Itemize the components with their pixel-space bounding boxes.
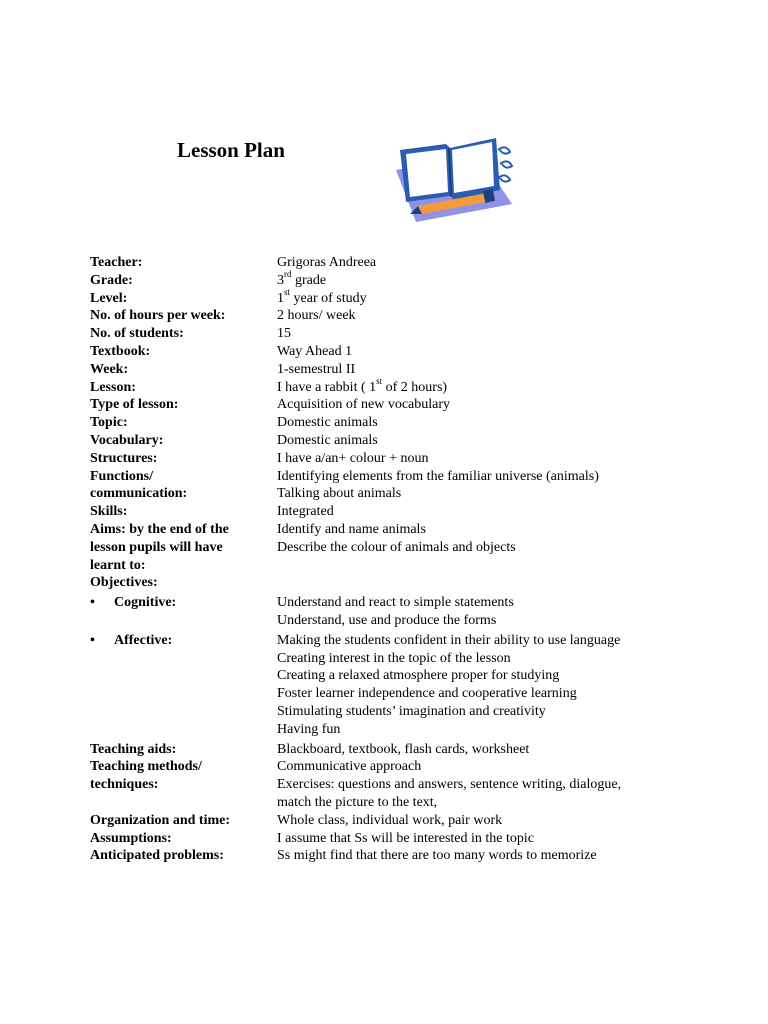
table-row xyxy=(90,269,690,290)
row-label: Grade: xyxy=(90,272,133,288)
table-row xyxy=(90,375,690,397)
row-value-line: Integrated xyxy=(277,504,334,520)
row-value-line: Grigoras Andreea xyxy=(277,255,377,270)
table-row xyxy=(90,396,690,414)
row-value xyxy=(277,574,690,592)
row-label: Teaching methods/ techniques: xyxy=(90,759,202,793)
row-value-line: Domestic animals xyxy=(277,415,378,431)
row-value-line: Identifying elements from the familiar universe (animals) xyxy=(277,468,599,484)
row-value xyxy=(277,307,690,325)
row-value xyxy=(277,286,690,308)
row-value-line: Identify and name animals xyxy=(277,521,426,537)
row-value-line: 15 xyxy=(277,326,291,342)
row-value xyxy=(277,758,690,811)
table-row xyxy=(90,468,690,504)
row-value-line: Foster learner independence and cooperative learning xyxy=(277,686,577,702)
table-row xyxy=(90,632,690,739)
row-value-line: Understand and react to simple statements xyxy=(277,595,514,611)
row-label-text: Affective: xyxy=(114,632,173,648)
row-value-line: Domestic animals xyxy=(277,432,378,448)
row-value xyxy=(277,521,690,574)
row-value-line: I have a rabbit ( 1st of 2 hours) xyxy=(277,375,448,395)
table-row xyxy=(90,594,690,630)
row-label: Level: xyxy=(90,290,128,306)
table-row xyxy=(90,361,690,379)
table-row xyxy=(90,450,690,468)
table-row xyxy=(90,254,690,272)
table-row xyxy=(90,325,690,343)
row-value xyxy=(277,432,690,450)
table-row xyxy=(90,414,690,432)
row-value-line: Communicative approach xyxy=(277,759,422,775)
row-value-line: Exercises: questions and answers, sentence writing, dialogue, xyxy=(277,777,622,793)
lesson-details-table xyxy=(90,254,690,865)
open-book-with-pen-icon xyxy=(388,130,518,226)
table-row xyxy=(90,286,690,308)
row-value xyxy=(277,812,690,830)
row-value-line: Having fun xyxy=(277,721,341,737)
row-value xyxy=(277,594,690,630)
row-value xyxy=(277,632,690,739)
table-row xyxy=(90,503,690,521)
row-label: Skills: xyxy=(90,504,128,520)
row-value xyxy=(277,269,690,290)
row-value xyxy=(277,847,690,865)
row-value-line: Describe the colour of animals and objects xyxy=(277,539,516,555)
table-row xyxy=(90,307,690,325)
row-value-line: I assume that Ss will be interested in the topic xyxy=(277,830,535,846)
page-title: Lesson Plan xyxy=(177,138,285,162)
table-row xyxy=(90,830,690,848)
row-value-line: Creating interest in the topic of the lesson xyxy=(277,650,511,666)
table-row xyxy=(90,521,690,574)
row-label: Anticipated problems: xyxy=(90,848,224,864)
row-value-line xyxy=(277,574,690,592)
row-value-line: match the picture to the text, xyxy=(277,794,438,810)
row-label-text: Cognitive: xyxy=(114,595,177,611)
row-value-line: 1-semestrul II xyxy=(277,361,356,377)
row-label: Assumptions: xyxy=(90,830,172,846)
table-row xyxy=(90,432,690,450)
row-value-line: Making the students confident in their ability to use language xyxy=(277,632,621,648)
row-value-line: Acquisition of new vocabulary xyxy=(277,397,451,413)
row-label: Lesson: xyxy=(90,379,136,395)
row-label: Vocabulary: xyxy=(90,432,164,448)
table-row xyxy=(90,574,690,592)
row-value xyxy=(277,414,690,432)
row-label: Teaching aids: xyxy=(90,741,177,757)
row-label: Week: xyxy=(90,361,129,377)
table-row xyxy=(90,758,690,811)
row-value-line: 2 hours/ week xyxy=(277,308,356,324)
row-value xyxy=(277,361,690,379)
row-label xyxy=(90,594,270,612)
row-label: Topic: xyxy=(90,415,128,431)
row-value-line: Understand, use and produce the forms xyxy=(277,612,497,628)
row-label: Type of lesson: xyxy=(90,397,179,413)
table-row xyxy=(90,741,690,759)
row-value xyxy=(277,343,690,361)
row-label: Teacher: xyxy=(90,255,143,270)
row-label: Aims: by the end of the lesson pupils will have learnt to: xyxy=(90,521,229,573)
row-value xyxy=(277,503,690,521)
row-value xyxy=(277,375,690,397)
row-value-line: Ss might find that there are too many words to memorize xyxy=(277,848,597,864)
row-value-line: 3rd grade xyxy=(277,269,327,288)
row-value-line: Blackboard, textbook, flash cards, worksheet xyxy=(277,741,530,757)
row-value xyxy=(277,396,690,414)
row-label xyxy=(90,632,270,650)
table-row xyxy=(90,812,690,830)
bullet-icon: • xyxy=(90,595,95,611)
row-label: Objectives: xyxy=(90,575,158,591)
row-value xyxy=(277,741,690,759)
row-label: Organization and time: xyxy=(90,812,230,828)
row-value-line: Way Ahead 1 xyxy=(277,343,353,359)
table-row xyxy=(90,343,690,361)
row-value xyxy=(277,450,690,468)
row-value-line: Whole class, individual work, pair work xyxy=(277,812,503,828)
row-value xyxy=(277,468,690,504)
row-value-line: 1st year of study xyxy=(277,286,367,306)
row-value xyxy=(277,830,690,848)
row-value xyxy=(277,254,690,272)
row-label: Textbook: xyxy=(90,343,151,359)
row-value xyxy=(277,325,690,343)
row-label: No. of hours per week: xyxy=(90,308,226,324)
row-value-line: Stimulating students’ imagination and creativity xyxy=(277,703,546,719)
table-row xyxy=(90,847,690,865)
row-label: Functions/ communication: xyxy=(90,468,188,502)
row-value-line: Creating a relaxed atmosphere proper for studying xyxy=(277,668,560,684)
row-value-line: Talking about animals xyxy=(277,486,402,502)
row-value-line xyxy=(277,557,690,575)
row-label: No. of students: xyxy=(90,326,184,342)
bullet-icon: • xyxy=(90,632,95,648)
row-label: Structures: xyxy=(90,450,158,466)
row-value-line: I have a/an+ colour + noun xyxy=(277,450,429,466)
